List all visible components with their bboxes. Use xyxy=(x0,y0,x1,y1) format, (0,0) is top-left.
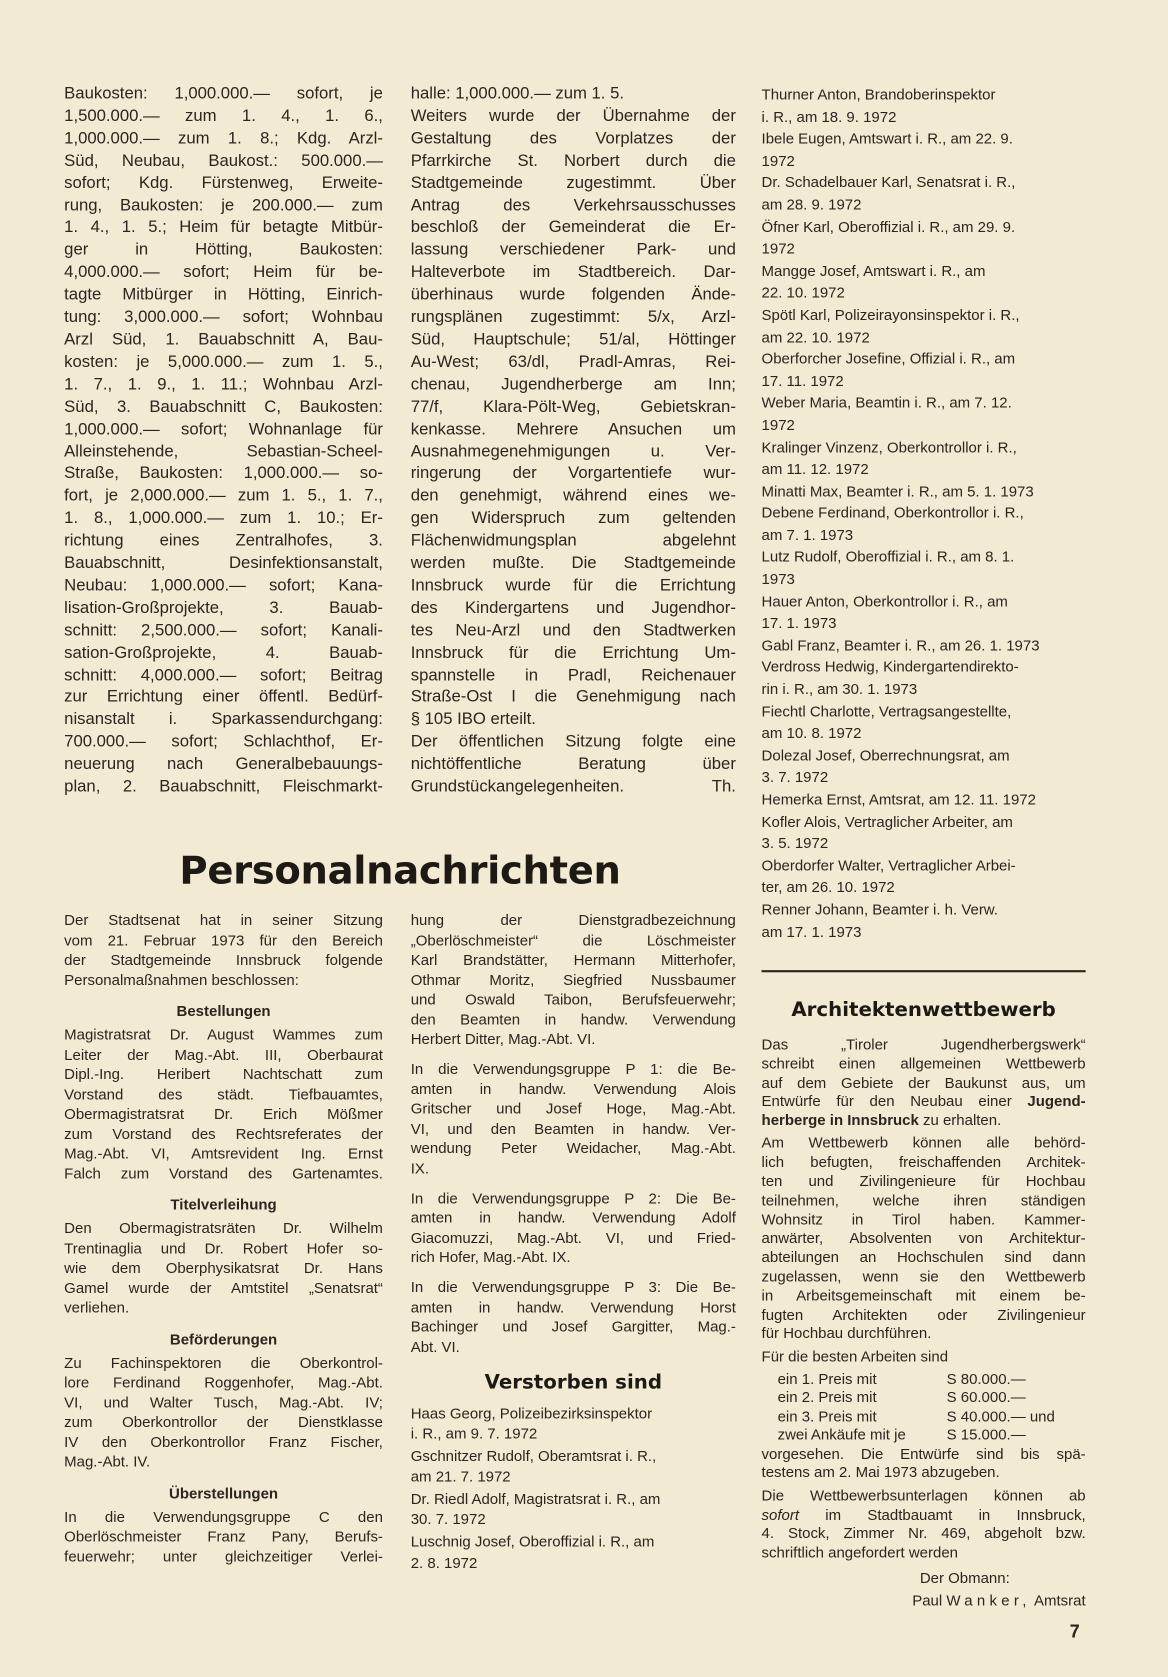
text-line: 700.000.— sofort; Schlachthof, Er- xyxy=(64,732,383,752)
paragraph xyxy=(411,83,736,105)
text-line: halle: 1,000.000.— zum 1. 5. xyxy=(410,84,624,103)
text-line: 1972 xyxy=(761,151,795,169)
text-line: Innsbruck für die Errichtung Um- xyxy=(410,643,736,662)
paragraph xyxy=(64,1025,383,1183)
text-line: lassung verschiedener Park- und xyxy=(410,241,736,260)
paragraph xyxy=(411,1489,736,1530)
paragraph xyxy=(762,1134,1086,1343)
text-line: kosten: je 5,000.000.— zum 1. 5., xyxy=(64,352,383,372)
text-line: teilnehmen, welche ihren ständigen xyxy=(761,1191,1086,1209)
text-line: Spötl Karl, Polizeirayonsinspektor i. R., xyxy=(761,305,1020,323)
text-line: Das „Tiroler Jugendherbergswerk“ xyxy=(761,1035,1086,1053)
text-line: Bauabschnitt, Desinfektionsanstalt, xyxy=(64,554,383,573)
paragraph xyxy=(411,1277,736,1356)
subsection-heading: Bestellungen xyxy=(176,1002,271,1020)
text-line: VI, und den Beamten in handw. Ver- xyxy=(410,1119,736,1137)
text-line: Fiechtl Charlotte, Vertragsangestellte, xyxy=(761,702,1012,720)
paragraph xyxy=(762,898,1086,942)
text-line: schnitt: 2,500.000.— sofort; Kanali- xyxy=(64,621,383,640)
text-line: herberge in Innsbruck zu erhalten. xyxy=(761,1111,1002,1129)
text-line: Mag.-Abt. IV. xyxy=(64,1452,151,1470)
text-line: 3. 7. 1972 xyxy=(761,768,829,786)
paragraph xyxy=(762,348,1086,392)
text-line: Kralinger Vinzenz, Oberkontrollor i. R., xyxy=(761,438,1017,456)
paragraph xyxy=(762,83,1086,127)
text-line: Vorstand des städt. Tiefbauamtes, xyxy=(64,1085,383,1103)
text-line: Straße, Baukosten: 1,000.000.— so- xyxy=(64,464,383,483)
text-line: Der Stadtsenat hat in seiner Sitzung xyxy=(64,911,383,929)
paragraph xyxy=(411,910,736,1049)
signature-surname: Wanker, xyxy=(946,1591,1031,1609)
paragraph xyxy=(411,1188,736,1267)
competition-notice xyxy=(762,997,1086,1612)
text-line: IX. xyxy=(410,1158,430,1177)
text-line: Zu Fachinspektoren die Oberkontrol- xyxy=(64,1353,383,1371)
text-line: Verdross Hedwig, Kindergartendirekto- xyxy=(761,658,1019,676)
text-line: tes Neu-Arzl und den Stadtwerken xyxy=(410,621,736,640)
text-line: den Beamten in handw. Verwendung xyxy=(410,1010,736,1028)
prize-amount: S 60.000.— xyxy=(946,1388,1026,1406)
text-line: Leiter der Mag.-Abt. III, Oberbaurat xyxy=(64,1045,383,1063)
text-line: Oberdorfer Walter, Vertraglicher Arbei- xyxy=(761,856,1016,874)
paragraph xyxy=(762,1445,1086,1483)
text-line: Pfarrkirche St. Norbert durch die xyxy=(410,151,736,170)
personnel-column-2-body xyxy=(411,910,736,1356)
paragraph xyxy=(762,260,1086,304)
text-line: Kofler Alois, Vertraglicher Arbeiter, am xyxy=(761,812,1013,830)
text-line: lisation-Großprojekte, 3. Bauab- xyxy=(64,598,383,617)
text-line: Gschnitzer Rudolf, Oberamtsrat i. R., xyxy=(410,1447,657,1465)
text-line: rin i. R., am 30. 1. 1973 xyxy=(761,680,918,698)
prize-amount: S 80.000.— xyxy=(946,1370,1026,1388)
prize-row xyxy=(762,1389,1086,1408)
paragraph xyxy=(64,83,383,799)
text-line: Süd, Neubau, Baukost.: 500.000.— xyxy=(64,151,383,170)
text-line: 4. Stock, Zimmer Nr. 469, abgeholt bzw. xyxy=(761,1524,1086,1542)
text-line: am 22. 10. 1972 xyxy=(761,327,870,345)
text-line: beschloß der Gemeinderat die Er- xyxy=(410,218,736,237)
text-line: Bachinger und Josef Gargitter, Mag.- xyxy=(410,1317,736,1335)
text-line: amten in handw. Verwendung Adolf xyxy=(410,1208,736,1226)
text-line: am 17. 1. 1973 xyxy=(761,922,862,940)
text-line: feuerwehr; unter gleichzeitiger Verlei- xyxy=(64,1547,383,1565)
text-line: tagte Mitbürger in Hötting, Einrich- xyxy=(64,285,383,304)
text-line: Oberforcher Josefine, Offizial i. R., am xyxy=(761,349,1016,368)
text-line: Für die besten Arbeiten sind xyxy=(761,1347,949,1365)
text-line: Lutz Rudolf, Oberoffizial i. R., am 8. 1. xyxy=(761,548,1015,566)
text-line: Falch zum Vorstand des Gartenamtes. xyxy=(64,1164,383,1182)
paragraph xyxy=(762,436,1086,480)
competition-heading: Architektenwettbewerb xyxy=(791,999,1056,1022)
text-line: IV den Oberkontrollor Franz Fischer, xyxy=(64,1432,383,1450)
paragraph xyxy=(762,656,1086,700)
obituary-list xyxy=(411,1403,736,1573)
text-line: Der öffentlichen Sitzung folgte eine xyxy=(410,732,736,752)
section-divider xyxy=(762,970,1086,972)
competition-body-2 xyxy=(762,1445,1086,1563)
text-line: Entwürfe für den Neubau einer Jugend- xyxy=(761,1092,1086,1110)
obituary-heading: Verstorben sind xyxy=(484,1371,662,1394)
paragraph xyxy=(411,1059,736,1178)
paragraph xyxy=(411,1532,736,1573)
text-line: 1,000.000.— zum 1. 8.; Kdg. Arzl- xyxy=(64,129,383,148)
text-line: Den Obermagistratsräten Dr. Wilhelm xyxy=(64,1219,383,1237)
text-line: 1973 xyxy=(761,570,795,588)
text-line: 17. 1. 1973 xyxy=(761,614,837,632)
text-line: Baukosten: 1,000.000.— sofort, je xyxy=(64,84,383,103)
paragraph xyxy=(762,788,1086,810)
text-line: i. R., am 18. 9. 1972 xyxy=(761,107,897,125)
text-line: Gamel wurde der Amtstitel „Senatsrat“ xyxy=(64,1278,383,1296)
paragraph xyxy=(64,1218,383,1317)
paragraph xyxy=(762,634,1086,656)
text-line: spannstelle in Pradl, Reichenauer xyxy=(410,665,736,685)
text-line: 17. 11. 1972 xyxy=(761,371,844,390)
paragraph xyxy=(762,480,1086,502)
text-line: Dipl.-Ing. Heribert Nachtschatt zum xyxy=(64,1065,383,1083)
text-line: sofort im Stadtbauamt in Innsbruck, xyxy=(761,1505,1086,1523)
subsection-heading: Überstellungen xyxy=(169,1484,279,1502)
text-line: am 11. 12. 1972 xyxy=(761,460,869,478)
text-line: auf dem Gebiete der Baukunst aus, um xyxy=(761,1073,1086,1091)
text-line: am 10. 8. 1972 xyxy=(761,724,862,742)
text-line: VI, und Walter Tusch, Mag.-Abt. IV; xyxy=(64,1393,383,1411)
text-line: am 28. 9. 1972 xyxy=(761,195,862,213)
text-line: neuerung nach Generalbebauungs- xyxy=(64,755,383,774)
signature-role: Amtsrat xyxy=(1034,1591,1086,1609)
text-line: schriftlich angefordert werden xyxy=(761,1543,958,1561)
text-line: 4,000.000.— sofort; Heim für be- xyxy=(64,263,383,282)
text-line: Minatti Max, Beamter i. R., am 5. 1. 1973 xyxy=(761,482,1034,500)
text-line: testens am 2. Mai 1973 abzugeben. xyxy=(761,1463,1000,1481)
text-line: Mangge Josef, Amtswart i. R., am xyxy=(761,261,986,279)
text-line: 1. 4., 1. 5.; Heim für betagte Mitbür- xyxy=(64,218,383,237)
paragraph xyxy=(762,172,1086,216)
text-line: Süd, 3. Bauabschnitt C, Baukosten: xyxy=(64,397,383,416)
text-line: verliehen. xyxy=(64,1298,130,1316)
text-line: Wohnsitz in Tirol haben. Kammer- xyxy=(761,1210,1086,1228)
text-line: sofort; Kdg. Fürstenweg, Erweite- xyxy=(64,173,383,193)
italic-text: sofort xyxy=(761,1505,800,1523)
text-line: ter, am 26. 10. 1972 xyxy=(761,878,895,896)
text-line: lore Ferdinand Roggenhofer, Mag.-Abt. xyxy=(64,1373,383,1391)
text-line: anwärter, Absolventen von Architektur- xyxy=(761,1229,1086,1247)
text-line: Süd, Hauptschule; 51/al, Höttinger xyxy=(410,330,736,349)
text-line: 22. 10. 1972 xyxy=(761,283,845,301)
text-line: nisanstalt i. Sparkassendurchgang: xyxy=(64,710,383,729)
text-line: In die Verwendungsgruppe P 3: Die Be- xyxy=(410,1278,736,1296)
text-line: 2. 8. 1972 xyxy=(410,1553,478,1571)
text-line: In die Verwendungsgruppe C den xyxy=(64,1507,383,1525)
text-line: sation-Großprojekte, 4. Bauab- xyxy=(64,643,383,662)
text-line: 1,000.000.— sofort; Wohnanlage für xyxy=(64,419,383,439)
text-line: 77/f, Klara-Pölt-Weg, Gebietskran- xyxy=(410,397,736,416)
paragraph xyxy=(411,1403,736,1444)
paragraph xyxy=(64,910,383,989)
text-line: Halteverbote im Stadtbereich. Dar- xyxy=(410,263,736,282)
text-line: Magistratsrat Dr. August Wammes zum xyxy=(64,1025,383,1043)
text-line: am 21. 7. 1972 xyxy=(410,1467,511,1486)
text-line: kenkasse. Mehrere Ansuchen um xyxy=(410,419,736,439)
text-line: plan, 2. Bauabschnitt, Fleischmarkt- xyxy=(64,777,383,796)
obituary-list-continued xyxy=(762,83,1086,942)
text-line: Trentinaglia und Dr. Robert Hofer so- xyxy=(64,1239,383,1257)
text-line: überhinaus wurde folgenden Ände- xyxy=(410,285,736,304)
article-column-1 xyxy=(64,83,383,799)
prize-row xyxy=(762,1426,1086,1445)
prize-row xyxy=(762,1370,1086,1389)
text-line: 1. 7., 1. 9., 1. 11.; Wohnbau Arzl- xyxy=(64,375,383,394)
text-line: ger in Hötting, Baukosten: xyxy=(64,241,383,260)
text-line: Oberlöschmeister Franz Pany, Berufs- xyxy=(64,1527,383,1545)
paragraph xyxy=(64,1353,383,1472)
paragraph xyxy=(762,700,1086,744)
prize-table xyxy=(762,1370,1086,1444)
text-line: hung der Dienstgradbezeichnung xyxy=(410,911,736,929)
page-number: 7 xyxy=(1069,1621,1080,1642)
text-line: Dr. Schadelbauer Karl, Senatsrat i. R., xyxy=(761,173,1016,191)
paragraph xyxy=(411,732,736,799)
paragraph xyxy=(762,1035,1086,1130)
paragraph xyxy=(762,744,1086,788)
text-line: rung, Baukosten: je 200.000.— zum xyxy=(64,196,383,215)
text-line: 3. 5. 1972 xyxy=(761,834,829,852)
text-line: am 7. 1. 1973 xyxy=(761,526,854,544)
text-line: und Oswald Taibon, Berufsfeuerwehr; xyxy=(410,990,736,1008)
paragraph xyxy=(762,590,1086,634)
text-line: Neubau: 1,000.000.— sofort; Kana- xyxy=(64,576,383,595)
text-line: Dolezal Josef, Oberrechnungsrat, am xyxy=(761,746,1010,764)
paragraph xyxy=(411,106,736,732)
text-line: wie dem Oberphysikatsrat Dr. Hans xyxy=(64,1258,383,1277)
text-line: Weiters wurde der Übernahme der xyxy=(410,106,736,126)
text-line: Öfner Karl, Oberoffizial i. R., am 29. 9. xyxy=(761,217,1016,235)
text-line: nichtöffentliche Beratung über xyxy=(410,755,736,774)
text-line: „Oberlöschmeister“ die Löschmeister xyxy=(410,931,736,949)
text-line: in Arbeitsgemeinschaft mit einem be- xyxy=(761,1286,1086,1304)
text-line: zum Vorstand des Rechtsreferates der xyxy=(64,1124,383,1142)
text-line: Gabl Franz, Beamter i. R., am 26. 1. 1973 xyxy=(761,636,1040,654)
bold-text: Jugend- xyxy=(1027,1092,1086,1110)
text-line: 1972 xyxy=(761,239,795,257)
text-line: Gestaltung des Vorplatzes der xyxy=(410,129,736,148)
paragraph xyxy=(762,127,1086,171)
article-column-2 xyxy=(411,83,736,799)
text-line: § 105 IBO erteilt. xyxy=(410,710,536,729)
prize-label: ein 1. Preis mit xyxy=(777,1370,877,1388)
text-line: Flächenwidmungsplan abgelehnt xyxy=(410,531,736,550)
text-line: gen Widerspruch zum geltenden xyxy=(410,509,736,528)
paragraph xyxy=(762,502,1086,546)
text-line: Dr. Riedl Adolf, Magistratsrat i. R., am xyxy=(410,1490,661,1508)
text-line: zugelassen, wenn sie den Wettbewerb xyxy=(761,1267,1086,1285)
text-line: 1,500.000.— zum 1. 4., 1. 6., xyxy=(64,106,383,126)
text-line: Renner Johann, Beamter i. h. Verw. xyxy=(761,900,998,918)
text-line: vorgesehen. Die Entwürfe sind bis spä- xyxy=(761,1444,1086,1462)
text-line: schreibt einen allgemeinen Wettbewerb xyxy=(761,1054,1086,1072)
section-title: Personalnachrichten xyxy=(179,849,621,894)
text-line: Hauer Anton, Oberkontrollor i. R., am xyxy=(761,592,1008,610)
paragraph xyxy=(762,304,1086,348)
text-line: Ibele Eugen, Amtswart i. R., am 22. 9. xyxy=(761,129,1013,147)
bold-text: herberge in Innsbruck xyxy=(761,1111,919,1129)
paragraph xyxy=(762,854,1086,898)
text-line: Herbert Ditter, Mag.-Abt. VI. xyxy=(410,1030,596,1048)
text-line: 1. 8., 1,000.000.— zum 1. 10.; Er- xyxy=(64,509,383,528)
text-line: Au-West; 63/dl, Pradl-Amras, Rei- xyxy=(410,352,736,372)
text-line: wendung Peter Weidacher, Mag.-Abt. xyxy=(410,1139,736,1157)
text-line: Innsbruck wurde für die Errichtung xyxy=(410,576,736,595)
text-line: Straße-Ost I die Genehmigung nach xyxy=(410,688,736,707)
paragraph xyxy=(762,546,1086,590)
text-line: Alleinstehende, Sebastian-Scheel- xyxy=(64,442,383,461)
competition-body xyxy=(762,1035,1086,1366)
text-line: Antrag des Verkehrsausschusses xyxy=(410,196,736,215)
paragraph xyxy=(411,1446,736,1487)
text-line: Thurner Anton, Brandoberinspektor xyxy=(761,85,996,103)
text-line: den genehmigt, während eines we- xyxy=(410,487,736,506)
text-line: Die Wettbewerbsunterlagen können ab xyxy=(761,1486,1086,1504)
prize-row xyxy=(762,1407,1086,1426)
text-line: Am Wettbewerb können alle behörd- xyxy=(761,1134,1086,1152)
text-line: abteilungen an Hochschulen sind dann xyxy=(761,1248,1086,1266)
paragraph xyxy=(762,810,1086,854)
text-line: Karl Brandstätter, Hermann Mitterhofer, xyxy=(410,950,736,968)
text-line: Debene Ferdinand, Oberkontrollor i. R., xyxy=(761,504,1024,522)
prize-label: ein 2. Preis mit xyxy=(777,1388,877,1406)
text-line: chenau, Jugendherberge am Inn; xyxy=(410,375,736,394)
text-line: richtung eines Zentralhofes, 3. xyxy=(64,531,383,550)
text-line: Giacomuzzi, Mag.-Abt. VI, und Fried- xyxy=(410,1228,736,1246)
text-line: fort, je 2,000.000.— zum 1. 5., 1. 7., xyxy=(64,487,383,506)
signature-title: Der Obmann: xyxy=(919,1569,1010,1587)
text-line: Othmar Moritz, Siegfried Nussbaumer xyxy=(410,970,736,988)
text-line: lich befugten, freischaffenden Architek- xyxy=(761,1153,1086,1171)
text-line: Personalmaßnahmen beschlossen: xyxy=(64,970,299,988)
text-line: für Hochbau durchführen. xyxy=(761,1324,932,1342)
prize-label: zwei Ankäufe mit je xyxy=(777,1426,906,1444)
subsection-heading: Titelverleihung xyxy=(170,1195,277,1213)
text-line: zur Errichtung einer öffentl. Bedürf- xyxy=(64,688,383,707)
subsection-heading: Beförderungen xyxy=(169,1330,278,1348)
text-line: amten in handw. Verwendung Alois xyxy=(410,1079,736,1097)
text-line: Obermagistratsrat Dr. Erich Mößmer xyxy=(64,1104,383,1123)
text-line: ten und Zivilingenieure für Hochbau xyxy=(761,1172,1086,1190)
text-line: Abt. VI. xyxy=(410,1337,460,1355)
text-line: 1972 xyxy=(761,415,795,434)
text-line: 30. 7. 1972 xyxy=(410,1510,486,1528)
paragraph xyxy=(64,1507,383,1566)
signature-first-name: Paul xyxy=(912,1591,943,1609)
paragraph xyxy=(762,1486,1086,1562)
text-line: In die Verwendungsgruppe P 2: Die Be- xyxy=(410,1188,736,1206)
text-line: Gritscher und Josef Hoge, Mag.-Abt. xyxy=(410,1099,736,1117)
prize-amount: S 40.000.— und xyxy=(946,1407,1055,1425)
text-line: Grundstückangelegenheiten. Th. xyxy=(410,777,736,796)
text-line: Mag.-Abt. VI, Amtsrevident Ing. Ernst xyxy=(64,1144,383,1162)
paragraph xyxy=(762,216,1086,260)
text-line: schnitt: 4,000.000.— sofort; Beitrag xyxy=(64,665,383,685)
text-line: fugten Architekten oder Zivilingenieur xyxy=(761,1305,1086,1323)
text-line: tung: 3,000.000.— sofort; Wohnbau xyxy=(64,308,383,327)
text-line: Weber Maria, Beamtin i. R., am 7. 12. xyxy=(761,393,1012,412)
personnel-column-1 xyxy=(64,910,383,1576)
signature-name xyxy=(762,1589,1086,1611)
text-line: i. R., am 9. 7. 1972 xyxy=(410,1425,538,1443)
text-line: rungsplänen zugestimmt: 5/x, Arzl- xyxy=(410,308,736,327)
text-line: Haas Georg, Polizeibezirksinspektor xyxy=(410,1404,653,1422)
text-line: rich Hofer, Mag.-Abt. IX. xyxy=(410,1248,571,1266)
text-line: der Stadtgemeinde Innsbruck folgende xyxy=(64,950,383,968)
text-line: Luschnig Josef, Oberoffizial i. R., am xyxy=(410,1533,655,1551)
text-line: amten in handw. Verwendung Horst xyxy=(410,1297,736,1316)
text-line: werden mußte. Die Stadtgemeinde xyxy=(410,554,736,573)
text-line: ringerung der Vorgartentiefe wur- xyxy=(410,464,736,483)
prize-amount: S 15.000.— xyxy=(946,1426,1026,1444)
prize-label: ein 3. Preis mit xyxy=(777,1407,877,1425)
personnel-column-2 xyxy=(411,910,736,1575)
text-line: Arzl Süd, 1. Bauabschnitt A, Bau- xyxy=(64,330,383,349)
text-line: zum Oberkontrollor der Dienstklasse xyxy=(64,1412,383,1431)
text-line: Ausnahmegenehmigungen u. Ver- xyxy=(410,442,736,461)
text-line: In die Verwendungsgruppe P 1: die Be- xyxy=(410,1059,736,1078)
paragraph xyxy=(762,392,1086,436)
text-line: Stadtgemeinde zugestimmt. Über xyxy=(410,173,736,193)
text-line: des Kindergartens und Jugendhor- xyxy=(410,598,736,617)
paragraph xyxy=(762,1347,1086,1366)
text-line: Hemerka Ernst, Amtsrat, am 12. 11. 1972 xyxy=(761,790,1036,808)
text-line: vom 21. Februar 1973 für den Bereich xyxy=(64,931,383,949)
